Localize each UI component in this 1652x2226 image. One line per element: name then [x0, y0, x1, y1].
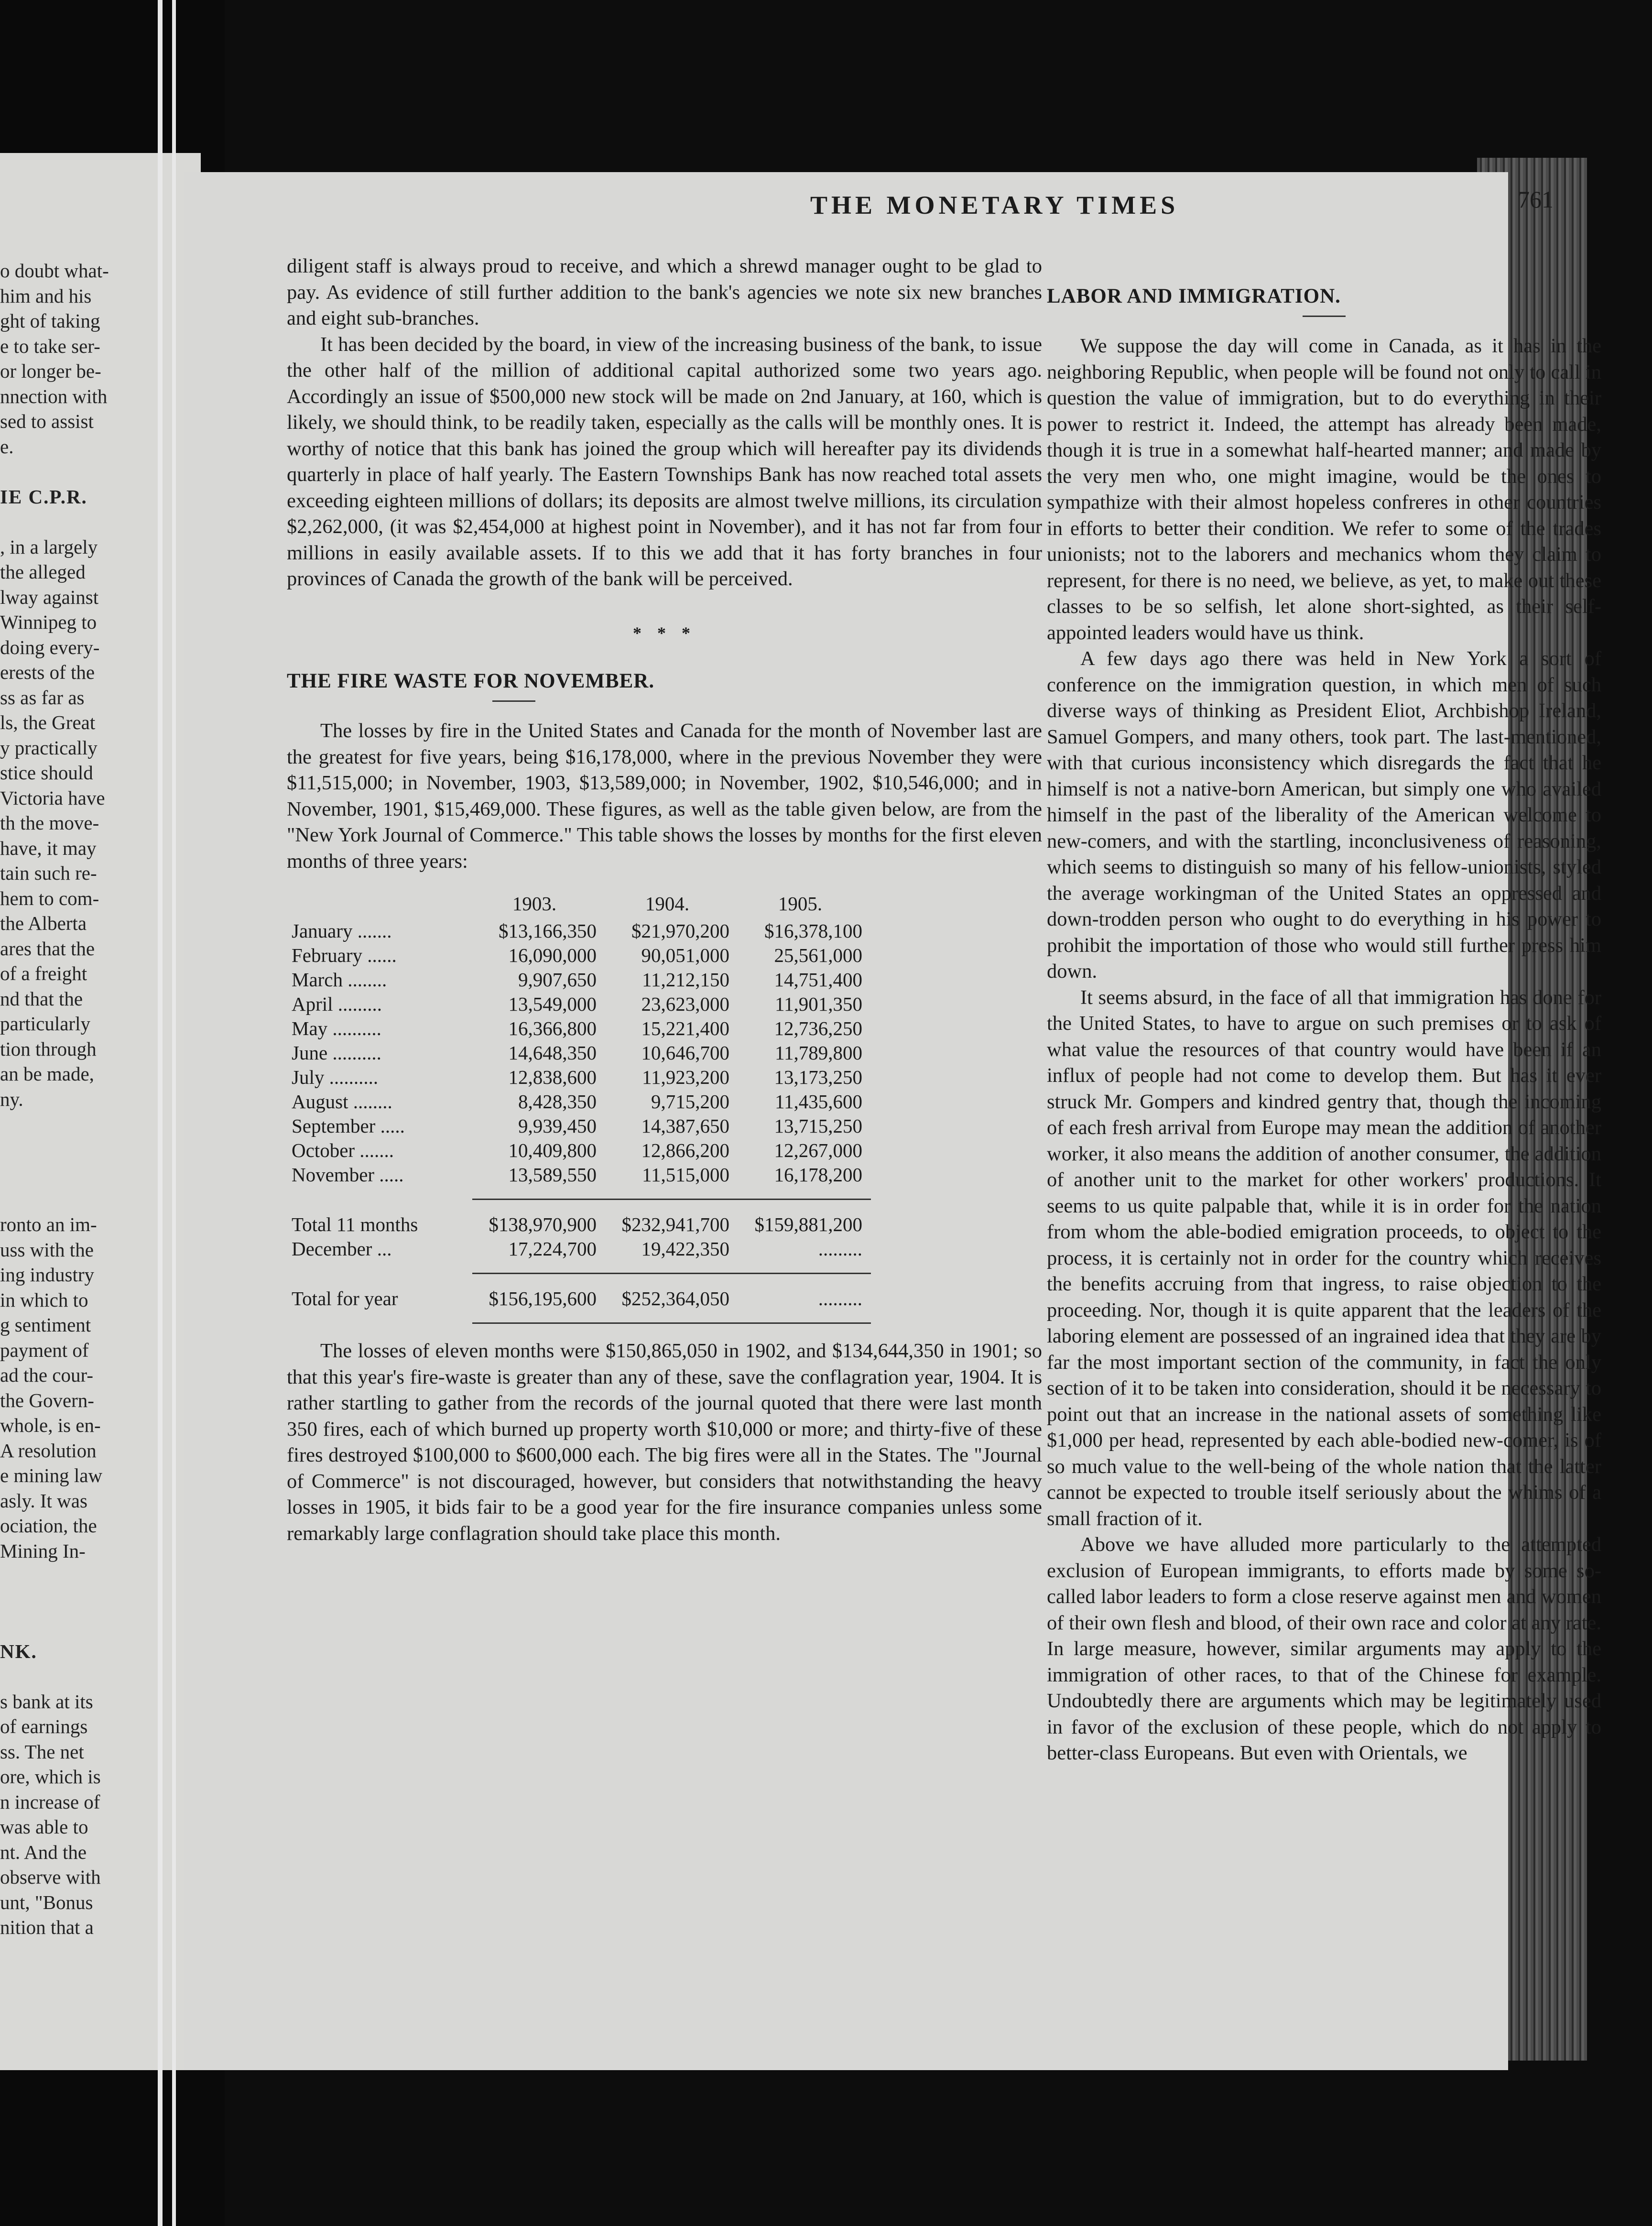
table-row — [292, 1016, 871, 1041]
left-page-line: e mining law — [0, 1464, 103, 1486]
table-row — [292, 1138, 871, 1163]
row-label: Total 11 months — [292, 1213, 418, 1235]
table-cell: $21,970,200 — [631, 920, 729, 942]
table-cell: $16,378,100 — [764, 920, 862, 942]
left-page-line: particularly — [0, 1013, 90, 1035]
row-label: Total for year — [292, 1288, 398, 1309]
paragraph: diligent staff is always proud to receive, and which a shrewd manager ought to be glad to pay. As evidence of still further addition to the bank's agencies we note six new branches and eight sub-branches. — [287, 255, 1042, 329]
table-header-row — [292, 892, 871, 919]
table-cell: 12,267,000 — [774, 1139, 862, 1161]
table-cell: 17,224,700 — [508, 1238, 597, 1260]
table-row — [292, 1114, 871, 1138]
table-cell: 25,561,000 — [774, 944, 862, 966]
paragraph: It has been decided by the board, in view of the increasing business of the bank, to issue the other half of the million of additional capital authorized some two years ago. Accordingly an issue of $500,000 new stock will be made on 2nd January, at 160, which is likely, we should think, to be readily taken, especially as the calls will be monthly ones. It is worthy of notice that this bank has joined the group which will hereafter pay its dividends quarterly in place of half yearly. The Eastern Townships Bank has now reached total assets exceeding eighteen millions of dollars; its deposits are almost twelve millions, its circulation $2,262,000, (it was $2,454,000 at highest point in November), and it has not far from four millions in easily available assets. If to this we add that it has forty branches in four provinces of Canada the growth of the bank will be perceived. — [287, 333, 1042, 590]
left-page-line: erests of the — [0, 661, 95, 683]
left-page-line: NK. — [0, 1640, 37, 1662]
column-right — [1047, 282, 1601, 1767]
table-cell: 11,435,600 — [775, 1091, 862, 1113]
year-header: 1904. — [645, 893, 690, 915]
right-page — [184, 172, 1601, 2070]
table-cell: ......... — [818, 1288, 862, 1309]
left-page-fragment — [0, 153, 201, 2070]
left-page-line: of earnings — [0, 1715, 88, 1737]
binding-stripe — [172, 0, 176, 2226]
paragraph: The losses by fire in the United States and Canada for the month of November last are the greatest for five years, being $16,178,000, where in the previous November they were $11,515,000; in November, 1903, $13,589,000; in November, 1902, $10,546,000; and in November, 1901, $15,469,000. These figures, as well as the table given below, are from the "New York Journal of Commerce." This table shows the losses by months for the first eleven months of three years: — [287, 720, 1042, 873]
table-cell: 14,648,350 — [508, 1042, 597, 1064]
table-cell: 11,923,200 — [642, 1066, 729, 1088]
column-left — [287, 253, 1042, 1547]
left-page-line: sed to assist — [0, 410, 94, 432]
row-label: January ....... — [292, 920, 392, 942]
left-page-line: ght of taking — [0, 310, 100, 332]
table-cell: $138,970,900 — [489, 1213, 597, 1235]
left-page-line: ares that the — [0, 937, 95, 960]
left-page-line: of a freight — [0, 962, 87, 984]
left-page-line: ore, which is — [0, 1766, 101, 1788]
row-label: October ....... — [292, 1139, 394, 1161]
table-cell: 12,736,250 — [774, 1017, 862, 1039]
left-page-line: the Govern- — [0, 1389, 94, 1411]
table-row — [292, 1090, 871, 1114]
left-page-line: nd that the — [0, 987, 83, 1010]
table-cell: ......... — [818, 1238, 862, 1260]
left-page-line: ad the cour- — [0, 1364, 93, 1386]
left-page-line: y practically — [0, 736, 98, 759]
table-cell: 12,866,200 — [641, 1139, 729, 1161]
table-rule — [292, 1311, 871, 1323]
section-separator: * * * — [633, 623, 696, 643]
table-cell: 19,422,350 — [641, 1238, 729, 1260]
heading-rule — [492, 700, 535, 702]
row-label: March ........ — [292, 969, 387, 991]
left-page-line: an be made, — [0, 1063, 94, 1085]
row-label: December ... — [292, 1238, 392, 1260]
left-page-line: ls, the Great — [0, 711, 96, 733]
left-page-line: ociation, the — [0, 1515, 97, 1537]
left-page-line: g sentiment — [0, 1314, 91, 1336]
left-page-line: or longer be- — [0, 360, 101, 382]
binding-stripe — [158, 0, 163, 2226]
table-cell: 16,090,000 — [508, 944, 597, 966]
table-cell: 90,051,000 — [641, 944, 729, 966]
table-row — [292, 1212, 871, 1237]
table-cell: $156,195,600 — [489, 1288, 597, 1309]
left-page-line: A resolution — [0, 1439, 97, 1462]
left-page-line: payment of — [0, 1339, 89, 1361]
year-header: 1905. — [778, 893, 823, 915]
left-page-line: unt, "Bonus — [0, 1891, 93, 1913]
table-row — [292, 992, 871, 1016]
table-cell: 10,409,800 — [508, 1139, 597, 1161]
table-row — [292, 1237, 871, 1261]
table-cell: 16,366,800 — [508, 1017, 597, 1039]
left-page-line: e to take ser- — [0, 335, 100, 357]
table-cell: 8,428,350 — [518, 1091, 597, 1113]
table-cell: 10,646,700 — [641, 1042, 729, 1064]
left-page-line: Victoria have — [0, 786, 105, 809]
row-label: July .......... — [292, 1066, 379, 1088]
table-row — [292, 1287, 871, 1311]
paragraph: A few days ago there was held in New York a sort of conference on the immigration question, in which men of such diverse ways of thinking as President Eliot, Archbishop Ireland, Samuel Gompers, and many others, took part. The last-mentioned, with that curious inconsistency which disregards the fact that he himself is not a native-born American, but simply one who availed himself in the past of the liberality of the American welcome to new-comers, and with the startling, inconclusiveness of reasoning, which seems to distinguish so many of his fellow-unionists, styled the average workingman of the United States an oppressed and down-trodden person who ought to do everything in his power to prohibit the importation of those who would still further press him down. — [1047, 647, 1601, 982]
left-page-line: IE C.P.R. — [0, 485, 87, 508]
left-page-line: in which to — [0, 1288, 88, 1311]
left-page-line: Winnipeg to — [0, 611, 97, 633]
row-label: February ...... — [292, 944, 397, 966]
labor-immigration-heading: LABOR AND IMMIGRATION. — [1047, 285, 1341, 307]
left-page-line: Mining In- — [0, 1539, 86, 1562]
table-cell: 9,715,200 — [651, 1091, 729, 1113]
page-number: 761 — [1518, 186, 1554, 213]
left-page-line: th the move- — [0, 812, 99, 834]
table-cell: 13,715,250 — [774, 1115, 862, 1137]
table-cell: 11,901,350 — [775, 993, 862, 1015]
left-page-line: hem to com- — [0, 887, 99, 909]
left-page-line: uss with the — [0, 1238, 94, 1261]
table-cell: 9,939,450 — [518, 1115, 597, 1137]
table-cell: 11,789,800 — [775, 1042, 862, 1064]
row-label: November ..... — [292, 1164, 404, 1186]
table-cell: $159,881,200 — [754, 1213, 862, 1235]
table-rule — [292, 1187, 871, 1200]
table-cell: 15,221,400 — [641, 1017, 729, 1039]
left-page-line: have, it may — [0, 837, 97, 859]
left-page-line: o doubt what- — [0, 260, 109, 282]
row-label: April ......... — [292, 993, 382, 1015]
table-cell: 16,178,200 — [774, 1164, 862, 1186]
left-page-line: stice should — [0, 762, 93, 784]
row-label: August ........ — [292, 1091, 392, 1113]
table-cell: 23,623,000 — [641, 993, 729, 1015]
left-page-line: the Alberta — [0, 912, 87, 934]
table-cell: $252,364,050 — [621, 1288, 729, 1309]
table-cell: 12,838,600 — [508, 1066, 597, 1088]
left-page-line: asly. It was — [0, 1489, 87, 1512]
paragraph: We suppose the day will come in Canada, as it has in the neighboring Republic, when people will be found not only to call in question the value of immigration, but to do everything in their power to restrict it. Indeed, the attempt has already been made, though it is true in a somewhat half-hearted manner; and made by the very men who, one might imagine, would be the ones to sympathize with their almost hopeless confreres in other countries in efforts to better their condition. We refer to some of the trades unionists; not to the laborers and mechanics whom they claim to represent, for there is no need, we believe, as yet, to make out these classes to be so selfish, let alone short-sighted, as their self-appointed leaders would have us think. — [1047, 335, 1601, 644]
table-row — [292, 968, 871, 992]
paragraph: Above we have alluded more particularly to the attempted exclusion of European immigrants, to efforts made by some so-called labor leaders to form a close reserve against men and women of their own flesh and blood, of their own race and color at any rate. In large measure, however, similar arguments may apply to the immigration of other races, to that of the Chinese for example. Undoubtedly there are arguments which may be legitimately used in favor of the exclusion of these people, which do not apply to better-class Europeans. But even with Orientals, we — [1047, 1533, 1601, 1764]
table-cell: 14,751,400 — [774, 969, 862, 991]
table-row — [292, 1163, 871, 1187]
table-cell: 14,387,650 — [641, 1115, 729, 1137]
left-page-line: s bank at its — [0, 1690, 93, 1713]
table-cell: $13,166,350 — [499, 920, 597, 942]
left-page-line: ny. — [0, 1088, 23, 1110]
left-page-line: ronto an im- — [0, 1213, 97, 1235]
table-cell: 13,549,000 — [508, 993, 597, 1015]
left-page-line: ss as far as — [0, 686, 85, 709]
left-page-line: n increase of — [0, 1790, 100, 1813]
fire-losses-table — [292, 892, 871, 1324]
table-row — [292, 1041, 871, 1065]
left-page-line: doing every- — [0, 636, 100, 658]
left-page-line: ss. The net — [0, 1740, 84, 1763]
left-page-line: nition that a — [0, 1916, 94, 1938]
left-page-line: nnection with — [0, 385, 108, 407]
row-label: June .......... — [292, 1042, 381, 1064]
paragraph: It seems absurd, in the face of all that immigration has done for the United States, to have to argue on such premises or to ask of what value the resources of that country would have been if an influx of people had not come to develop them. But has it ever struck Mr. Gompers and kindred gentry that, though the incoming of each fresh arrival from Europe may mean the addition of another worker, it also means the addition of another consumer, the addition of another unit to the market for other workers' productions. It seems to us quite palpable that, while it is in order for the nation from whom the able-bodied emigration proceeds, to object to the process, it is certainly not in order for the country which receives the benefits accruing from that ingress, to raise objection to the proceeding. Nor, though it is quite apparent that the leaders of the laboring element are possessed of an ingrained idea that they are by far the most important section of the community, in fact the only section of it to be taken into consideration, should it be necessary to point out that an increase in the national assets of something like $1,000 per head, represented by each able-bodied new-comer, is of so much value to the well-being of the whole nation that the latter cannot be expected to trouble itself seriously about the whims of a small fraction of it. — [1047, 986, 1601, 1530]
row-label: September ..... — [292, 1115, 405, 1137]
year-header: 1903. — [512, 893, 557, 915]
table-cell: 11,212,150 — [642, 969, 729, 991]
left-page-line: whole, is en- — [0, 1414, 101, 1436]
left-page-line: lway against — [0, 586, 99, 608]
row-label: May .......... — [292, 1017, 381, 1039]
left-page-line: e. — [0, 435, 14, 458]
table-cell: 11,515,000 — [642, 1164, 729, 1186]
left-page-line: was able to — [0, 1816, 88, 1838]
table-cell: 13,589,550 — [508, 1164, 597, 1186]
left-page-line: nt. And the — [0, 1841, 87, 1863]
table-row — [292, 1065, 871, 1090]
table-cell: 9,907,650 — [518, 969, 597, 991]
table-row — [292, 943, 871, 968]
running-head: THE MONETARY TIMES — [810, 191, 1179, 219]
table-cell: $232,941,700 — [621, 1213, 729, 1235]
left-page-line: observe with — [0, 1866, 101, 1888]
paragraph: The losses of eleven months were $150,865,050 in 1902, and $134,644,350 in 1901; so that this year's fire-waste is greater than any of these, save the conflagration year, 1904. It is rather startling to gather from the records of the journal quoted that there were last month 350 fires, each of which burned up property worth $10,000 or more; and thirty-five of these fires destroyed $100,000 to $600,000 each. The big fires were all in the States. The "Journal of Commerce" is not discouraged, however, but considers that notwithstanding the heavy losses in 1905, it bids fair to be a good year for the fire insurance companies unless some remarkably large conflagration should take place this month. — [287, 1340, 1042, 1545]
left-page-line: tion through — [0, 1037, 97, 1060]
left-page-line: , in a largely — [0, 535, 98, 558]
left-page-line: tain such re- — [0, 862, 97, 884]
fire-waste-heading: THE FIRE WASTE FOR NOVEMBER. — [287, 670, 655, 692]
heading-rule — [1303, 316, 1346, 317]
left-page-line: him and his — [0, 284, 92, 307]
table-rule — [292, 1261, 871, 1274]
left-page-line: the alleged — [0, 561, 86, 583]
table-row — [292, 919, 871, 943]
left-page-line: ing industry — [0, 1264, 95, 1286]
table-cell: 13,173,250 — [774, 1066, 862, 1088]
